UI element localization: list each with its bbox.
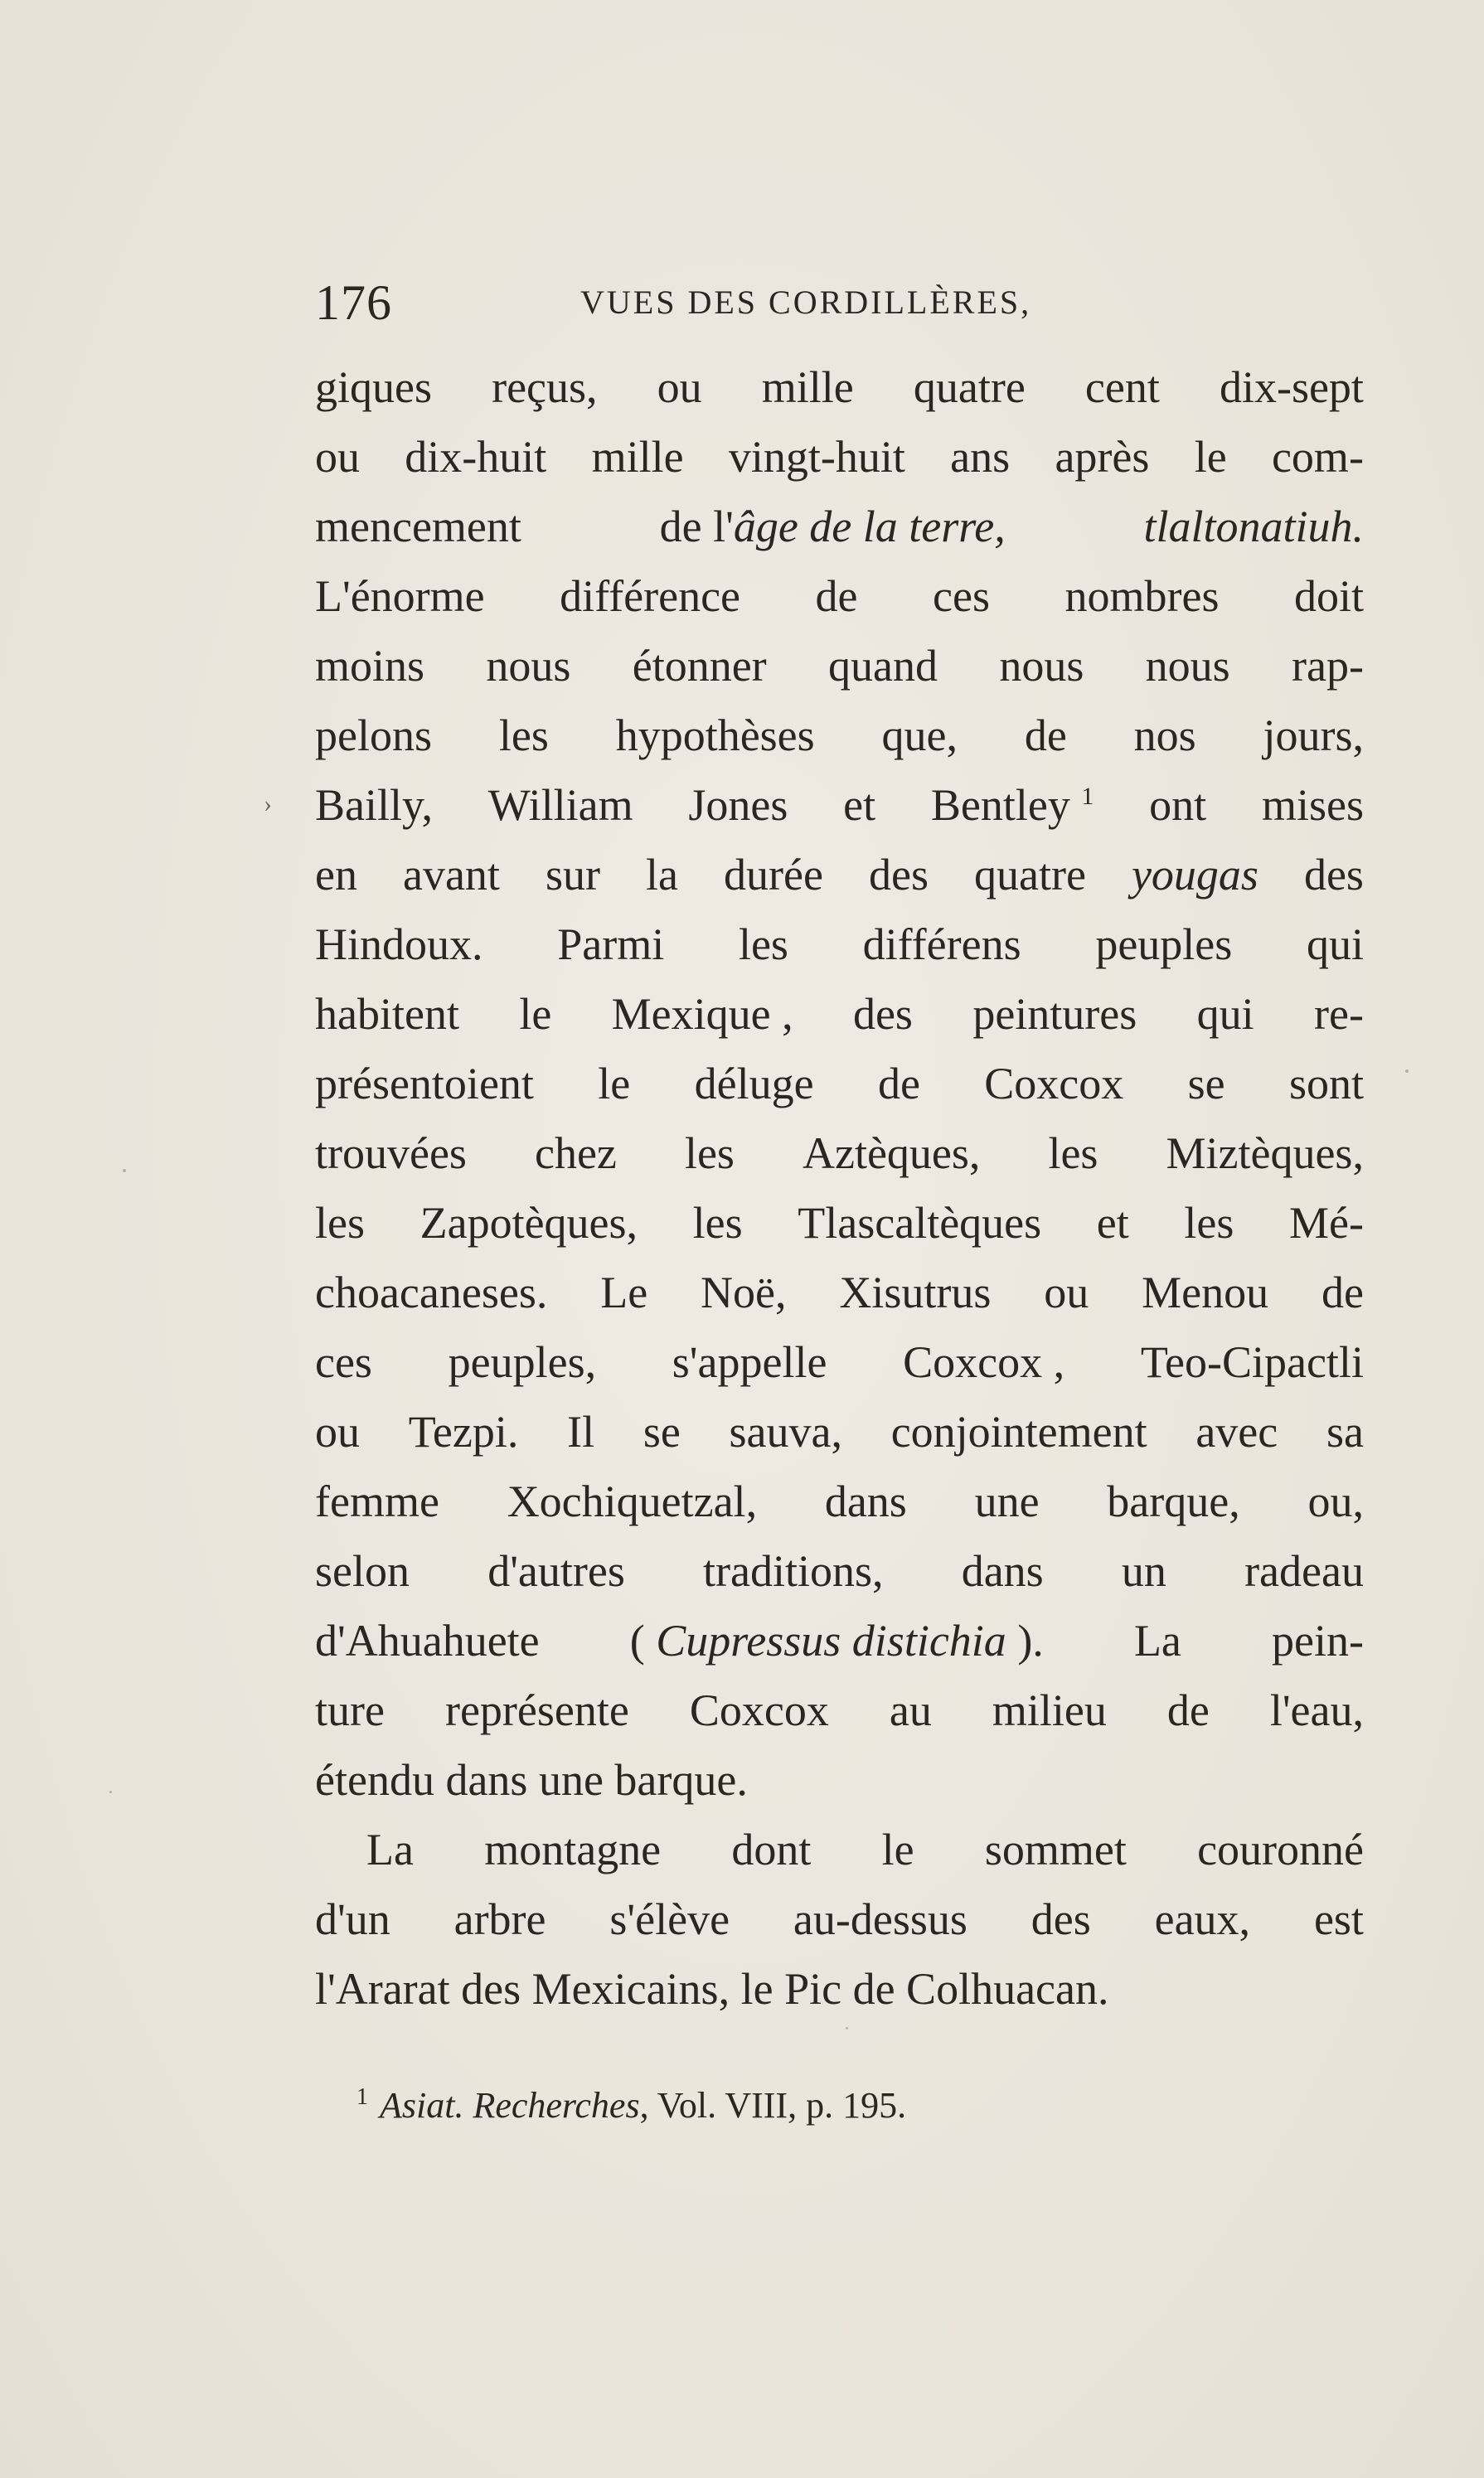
- word: Aztèques,: [802, 1128, 981, 1178]
- word: dont: [731, 1825, 812, 1874]
- word: La: [1133, 1616, 1181, 1666]
- word: ou: [657, 362, 702, 412]
- word: jours,: [1263, 710, 1364, 760]
- text-line: [315, 1188, 1364, 1258]
- word: se: [1187, 1059, 1225, 1108]
- text-line: [315, 1118, 1364, 1188]
- word: barque,: [1107, 1477, 1240, 1526]
- word: déluge: [694, 1059, 814, 1108]
- word: les: [692, 1198, 743, 1248]
- word: Noë,: [701, 1268, 787, 1317]
- word: Coxcox: [689, 1685, 829, 1735]
- word: doit: [1293, 571, 1364, 621]
- word: mille: [591, 432, 684, 482]
- word: de: [815, 571, 858, 621]
- text-line: [315, 352, 1364, 422]
- word: quatre: [913, 362, 1026, 412]
- word: différens: [862, 919, 1021, 969]
- word: des: [1303, 850, 1364, 900]
- word: Pic: [784, 1964, 842, 2014]
- word: barque.: [614, 1755, 748, 1805]
- word: Il: [567, 1407, 595, 1457]
- word: re-: [1314, 989, 1364, 1039]
- word: rap-: [1292, 641, 1364, 691]
- word: moins: [315, 641, 425, 691]
- word: selon: [315, 1546, 410, 1596]
- word: (: [629, 1616, 645, 1666]
- word: peuples,: [448, 1337, 597, 1387]
- word-group: [903, 1327, 1065, 1397]
- word: une: [974, 1477, 1040, 1526]
- word: un: [1121, 1546, 1166, 1596]
- word: l'eau,: [1269, 1685, 1364, 1735]
- text-line: [315, 1884, 1364, 1954]
- text-line: [315, 1536, 1364, 1606]
- word: l'Ararat: [315, 1964, 450, 2014]
- word: Teo-Cipactli: [1140, 1337, 1364, 1387]
- word: de: [1322, 1268, 1364, 1317]
- word: présentoient: [315, 1059, 534, 1108]
- word: trouvées: [315, 1128, 467, 1178]
- word: sauva,: [729, 1407, 842, 1457]
- word: habitent: [315, 989, 459, 1039]
- word-group: [660, 492, 1006, 561]
- word: nous: [1145, 641, 1230, 691]
- word: dix-sept: [1219, 362, 1364, 412]
- word: ces: [933, 571, 990, 621]
- word: Zapotèques,: [419, 1198, 638, 1248]
- word: la: [646, 850, 678, 900]
- word: Xisutrus: [839, 1268, 992, 1317]
- word: d'un: [315, 1894, 390, 1944]
- word: ou: [315, 1407, 360, 1457]
- text-line: [315, 840, 1364, 909]
- word: pein-: [1272, 1616, 1364, 1666]
- word: nous: [486, 641, 571, 691]
- word: ont: [1149, 780, 1207, 830]
- word: sont: [1288, 1059, 1364, 1108]
- word: le: [598, 1059, 631, 1108]
- word: conjointement: [890, 1407, 1147, 1457]
- word: le: [1194, 432, 1227, 482]
- word: avant: [403, 850, 500, 900]
- word: des: [868, 850, 929, 900]
- paper-speck: [109, 1791, 112, 1793]
- page-header: [315, 269, 1393, 336]
- word: des: [1031, 1894, 1091, 1944]
- word: différence: [560, 571, 741, 621]
- word: peintures: [972, 989, 1137, 1039]
- word: reçus,: [492, 362, 598, 412]
- text-line: [315, 422, 1364, 492]
- word: cent: [1084, 362, 1160, 412]
- word: au-dessus: [793, 1894, 968, 1944]
- text-line: [315, 770, 1364, 840]
- word: est: [1313, 1894, 1364, 1944]
- word: dans: [824, 1477, 907, 1526]
- word: le: [881, 1825, 914, 1874]
- word: de: [1166, 1685, 1210, 1735]
- word: mille: [761, 362, 854, 412]
- word: ,: [1053, 1337, 1065, 1387]
- word: ture: [315, 1685, 385, 1735]
- word: avec: [1195, 1407, 1278, 1457]
- footnote: [356, 2077, 1351, 2135]
- word: ans: [950, 432, 1011, 482]
- word-with-footnote: [931, 770, 1094, 840]
- word-group: [612, 979, 793, 1049]
- word: Bailly,: [315, 780, 433, 830]
- word: dans: [445, 1755, 528, 1805]
- text-line: [315, 492, 1364, 561]
- word: quand: [828, 641, 938, 691]
- word: nombres: [1065, 571, 1220, 621]
- footnote-mark: 1: [356, 2084, 368, 2111]
- word: ces: [315, 1337, 372, 1387]
- word: milieu: [992, 1685, 1107, 1735]
- word: L'énorme: [315, 571, 485, 621]
- word: Jones: [688, 780, 788, 830]
- word: choacaneses.: [315, 1268, 548, 1317]
- word: hypothèses: [615, 710, 815, 760]
- word: ,: [782, 989, 793, 1039]
- word: ,: [994, 502, 1006, 551]
- word: en: [315, 850, 357, 900]
- word: durée: [724, 850, 823, 900]
- word: au: [889, 1685, 932, 1735]
- footnote-source: Asiat. Recherches: [380, 2085, 640, 2126]
- word: dix-huit: [405, 432, 547, 482]
- word: s'appelle: [672, 1337, 827, 1387]
- word: après: [1055, 432, 1150, 482]
- text-line: [315, 1049, 1364, 1118]
- word: d'autres: [487, 1546, 625, 1596]
- italic-word: yougas: [1131, 850, 1258, 900]
- word: Colhuacan.: [906, 1964, 1109, 2014]
- footnote-reference: 1: [1081, 783, 1094, 810]
- word: et: [843, 780, 876, 830]
- word-group: [630, 1606, 1044, 1675]
- word: d'Ahuahuete: [315, 1616, 540, 1666]
- word: montagne: [484, 1825, 662, 1874]
- text-line: [315, 1606, 1364, 1675]
- word: Coxcox: [984, 1059, 1124, 1108]
- word: une: [538, 1755, 604, 1805]
- word: quatre: [974, 850, 1086, 900]
- italic-word: tlaltonatiuh.: [1143, 502, 1364, 551]
- word: le: [519, 989, 552, 1039]
- word: Tezpi.: [408, 1407, 519, 1457]
- text-line: [315, 1258, 1364, 1327]
- word: com-: [1271, 432, 1364, 482]
- text-line-paragraph-end: [315, 1745, 1364, 1815]
- word: les: [1048, 1128, 1098, 1178]
- text-line: [315, 1467, 1364, 1536]
- paper-speck: [123, 1169, 126, 1172]
- word: Miztèques,: [1166, 1128, 1364, 1178]
- word: de: [852, 1964, 895, 2014]
- word: Hindoux.: [315, 919, 483, 969]
- word: vingt-huit: [728, 432, 905, 482]
- italic-phrase: âge de la terre: [733, 502, 995, 551]
- word: eaux,: [1154, 1894, 1251, 1944]
- italic-phrase: Cupressus distichia: [656, 1616, 1006, 1666]
- word: des: [461, 1964, 521, 2014]
- word: Xochiquetzal,: [507, 1477, 758, 1526]
- word: le: [740, 1964, 774, 2014]
- word: mises: [1261, 780, 1364, 830]
- word: qui: [1196, 989, 1254, 1039]
- word: Mexique: [611, 989, 771, 1039]
- text-line: [315, 909, 1364, 979]
- word: nous: [999, 641, 1084, 691]
- word: sa: [1326, 1407, 1364, 1457]
- body-text: [315, 352, 1364, 2024]
- word: ou,: [1307, 1477, 1364, 1526]
- word: des: [852, 989, 913, 1039]
- margin-mark: ›: [264, 790, 272, 817]
- text-line: [315, 979, 1364, 1049]
- text-line: [315, 1675, 1364, 1745]
- word: sommet: [984, 1825, 1127, 1874]
- word: de: [877, 1059, 920, 1108]
- word: les: [684, 1128, 735, 1178]
- footnote-citation: , Vol. VIII, p. 195.: [639, 2085, 907, 2126]
- word: dans: [961, 1546, 1044, 1596]
- text-line: [315, 701, 1364, 770]
- text-line: [315, 1327, 1364, 1397]
- word: La: [366, 1825, 414, 1874]
- word: étonner: [632, 641, 767, 691]
- word: traditions,: [703, 1546, 884, 1596]
- word: l': [713, 502, 734, 551]
- text-line: [315, 1397, 1364, 1467]
- word: de: [659, 502, 702, 551]
- word: arbre: [453, 1894, 546, 1944]
- word: que,: [881, 710, 958, 760]
- word: Parmi: [557, 919, 665, 969]
- word: se: [643, 1407, 681, 1457]
- word: Tlascaltèques: [798, 1198, 1042, 1248]
- word: radeau: [1244, 1546, 1364, 1596]
- word: peuples: [1095, 919, 1233, 969]
- word: ou: [1044, 1268, 1089, 1317]
- word: Le: [600, 1268, 648, 1317]
- paper-speck: [846, 2027, 848, 2029]
- word: Menou: [1142, 1268, 1269, 1317]
- paper-speck: [1405, 1069, 1409, 1073]
- word: couronné: [1197, 1825, 1364, 1874]
- word: femme: [315, 1477, 439, 1526]
- word: les: [1184, 1198, 1234, 1248]
- word: représente: [444, 1685, 629, 1735]
- word: étendu: [315, 1755, 434, 1805]
- text-line: [315, 1954, 1364, 2024]
- word: ).: [1017, 1616, 1044, 1666]
- word: Mexicains,: [531, 1964, 730, 2014]
- word: Mé-: [1289, 1198, 1364, 1248]
- word: les: [738, 919, 788, 969]
- page-number: 176: [315, 275, 392, 330]
- text-line-paragraph-start: [315, 1815, 1364, 1884]
- word: nos: [1133, 710, 1196, 760]
- word: de: [1024, 710, 1067, 760]
- word: et: [1096, 1198, 1129, 1248]
- word: mencement: [315, 502, 521, 551]
- word: les: [315, 1198, 365, 1248]
- word: qui: [1306, 919, 1364, 969]
- word: chez: [534, 1128, 617, 1178]
- word: giques: [315, 362, 432, 412]
- running-title: VUES DES CORDILLÈRES,: [580, 284, 1032, 321]
- text-line: [315, 561, 1364, 631]
- word: s'élève: [609, 1894, 730, 1944]
- text-line: [315, 631, 1364, 701]
- word: Coxcox: [903, 1337, 1043, 1387]
- word: les: [498, 710, 549, 760]
- word: Bentley: [930, 780, 1070, 830]
- word: pelons: [315, 710, 432, 760]
- word: ou: [315, 432, 360, 482]
- word: sur: [545, 850, 600, 900]
- word: William: [487, 780, 633, 830]
